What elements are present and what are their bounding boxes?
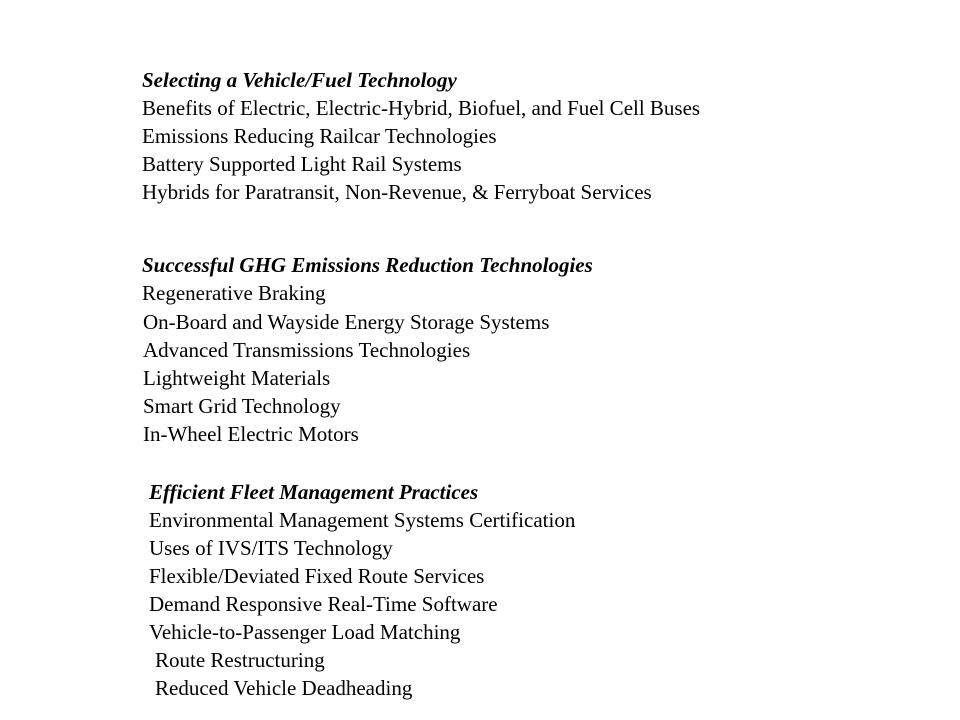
list-item: In-Wheel Electric Motors [143,422,359,446]
list-item: Flexible/Deviated Fixed Route Services [149,564,485,588]
list-item: Lightweight Materials [143,366,331,390]
list-item: Advanced Transmissions Technologies [143,338,471,362]
section-heading: Efficient Fleet Management Practices [149,480,479,504]
list-item: Battery Supported Light Rail Systems [142,152,462,176]
section-heading: Selecting a Vehicle/Fuel Technology [142,68,457,92]
section-heading: Successful GHG Emissions Reduction Technologies [142,253,593,277]
list-item: Emissions Reducing Railcar Technologies [142,124,497,148]
list-item: Route Restructuring [155,648,325,672]
list-item: Smart Grid Technology [143,394,341,418]
list-item: Benefits of Electric, Electric-Hybrid, Biofuel, and Fuel Cell Buses [142,96,701,120]
list-item: On-Board and Wayside Energy Storage Systems [143,310,550,334]
list-item: Hybrids for Paratransit, Non-Revenue, & Ferryboat Services [142,180,652,204]
list-item: Uses of IVS/ITS Technology [149,536,393,560]
list-item: Environmental Management Systems Certification [149,508,576,532]
list-item: Regenerative Braking [142,281,326,305]
list-item: Demand Responsive Real-Time Software [149,592,498,616]
list-item: Vehicle-to-Passenger Load Matching [149,620,461,644]
list-item: Reduced Vehicle Deadheading [155,676,413,700]
